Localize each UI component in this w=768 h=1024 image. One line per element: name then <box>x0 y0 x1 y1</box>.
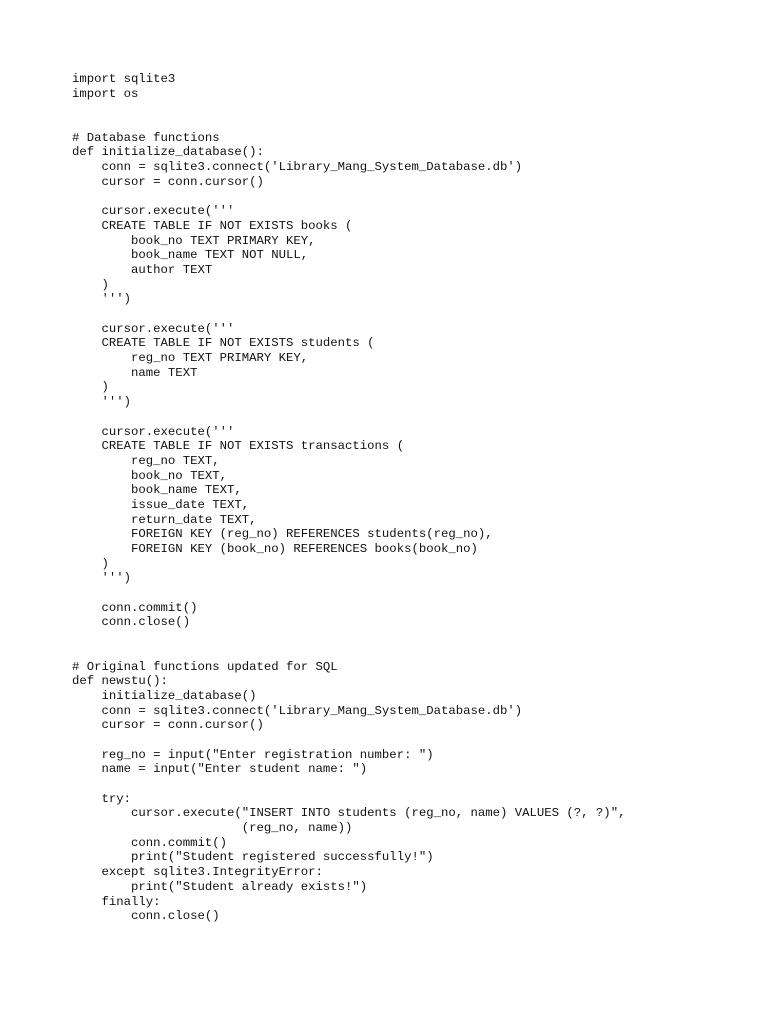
code-line: author TEXT <box>72 262 213 277</box>
code-line: FOREIGN KEY (reg_no) REFERENCES students(reg_no), <box>72 527 493 542</box>
code-line: print("Student registered successfully!") <box>72 850 434 865</box>
code-line: name = input("Enter student name: ") <box>72 762 368 777</box>
code-line: conn.commit() <box>72 600 198 615</box>
code-line: ''') <box>72 571 132 586</box>
code-line: CREATE TABLE IF NOT EXISTS books ( <box>72 218 353 233</box>
code-line: finally: <box>72 894 161 909</box>
code-line: FOREIGN KEY (book_no) REFERENCES books(book_no) <box>72 542 478 556</box>
code-line: cursor.execute(''' <box>72 424 235 439</box>
code-line: book_name TEXT NOT NULL, <box>72 248 309 263</box>
code-line: cursor = conn.cursor() <box>72 174 264 189</box>
code-line: conn.commit() <box>72 835 227 850</box>
code-line <box>72 733 625 748</box>
code-line: (reg_no, name)) <box>72 821 353 836</box>
code-line <box>72 101 625 116</box>
code-line: return_date TEXT, <box>72 512 257 527</box>
code-line: ''') <box>72 292 132 307</box>
code-line: ) <box>72 556 109 571</box>
code-line: import os <box>72 86 139 101</box>
code-line: try: <box>72 791 132 806</box>
code-line: ''') <box>72 395 132 410</box>
code-line: book_no TEXT PRIMARY KEY, <box>72 233 316 248</box>
code-line: book_name TEXT, <box>72 483 242 498</box>
code-line: # Original functions updated for SQL <box>72 659 338 674</box>
code-line <box>72 410 625 425</box>
code-line: conn = sqlite3.connect('Library_Mang_System_Database.db') <box>72 160 523 175</box>
code-line: cursor.execute("INSERT INTO students (reg_no, name) VALUES (?, ?)", <box>72 806 626 821</box>
code-line: conn = sqlite3.connect('Library_Mang_System_Database.db') <box>72 703 523 718</box>
code-line: reg_no TEXT PRIMARY KEY, <box>72 351 309 366</box>
code-line: cursor.execute(''' <box>72 204 235 219</box>
code-line: cursor.execute(''' <box>72 321 235 336</box>
code-line: CREATE TABLE IF NOT EXISTS students ( <box>72 336 375 351</box>
code-line <box>72 116 625 131</box>
code-line: print("Student already exists!") <box>72 879 368 894</box>
code-line: CREATE TABLE IF NOT EXISTS transactions ( <box>72 439 405 454</box>
code-line: cursor = conn.cursor() <box>72 718 264 733</box>
code-line <box>72 777 625 792</box>
code-line: conn.close() <box>72 615 191 630</box>
code-line: conn.close() <box>72 909 220 924</box>
code-line <box>72 645 625 660</box>
code-line: except sqlite3.IntegrityError: <box>72 865 323 880</box>
code-block <box>72 72 625 924</box>
code-line: ) <box>72 380 109 395</box>
code-line: reg_no = input("Enter registration number: ") <box>72 747 434 762</box>
code-line: ) <box>72 277 109 292</box>
code-line: name TEXT <box>72 365 198 380</box>
code-line: book_no TEXT, <box>72 468 227 483</box>
code-line: reg_no TEXT, <box>72 453 220 468</box>
code-line <box>72 630 625 645</box>
code-line: def newstu(): <box>72 674 168 689</box>
code-line <box>72 586 625 601</box>
code-line: def initialize_database(): <box>72 145 264 160</box>
code-line <box>72 307 625 322</box>
code-line: issue_date TEXT, <box>72 497 250 512</box>
code-line: import sqlite3 <box>72 72 176 86</box>
code-line <box>72 190 625 205</box>
code-line: # Database functions <box>72 130 220 145</box>
code-line: initialize_database() <box>72 688 257 703</box>
